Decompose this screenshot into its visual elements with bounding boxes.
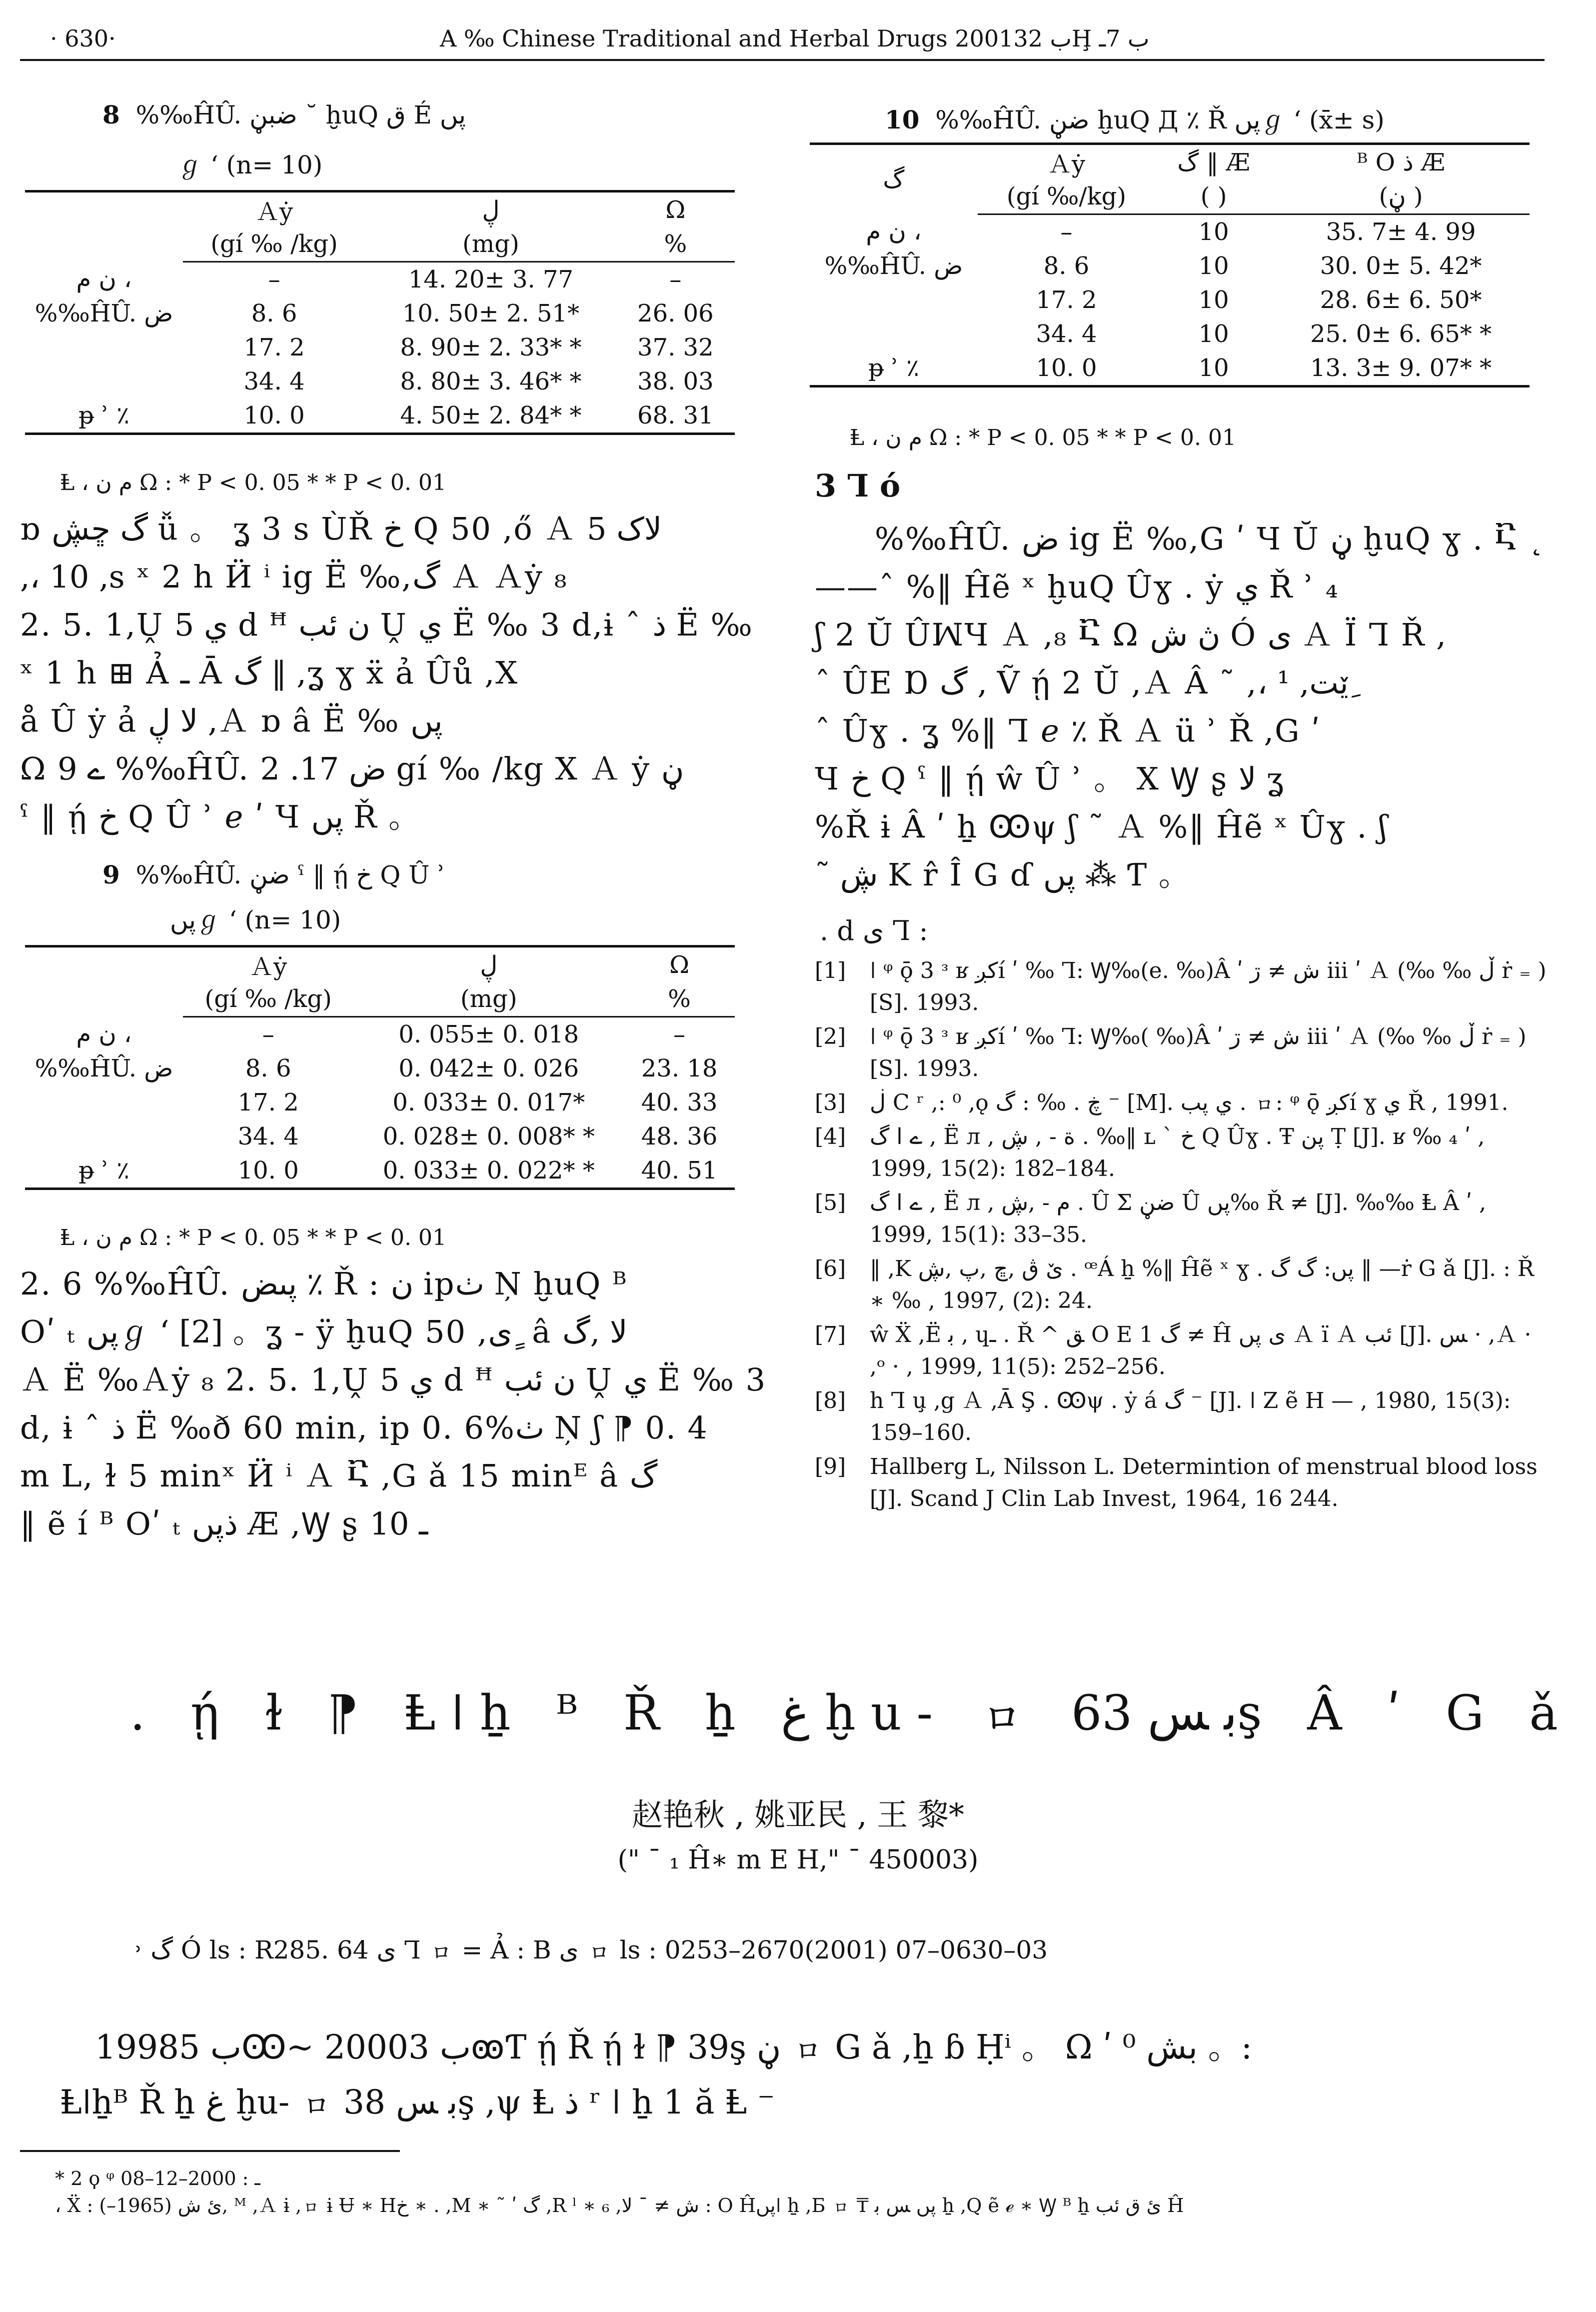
table9-col1-unit: (gí ‰ /kg) (183, 982, 353, 1017)
table9-col3-header: Ω (624, 946, 735, 982)
table10-caption-text: %‰ĤÛ. ضڼ ḫuQ Д ٪ Ř پںℊ ʻ (x̄± s) (935, 106, 1385, 134)
references-heading: . d ی Ꞁ : (820, 915, 928, 946)
reference-item: [9] Hallberg L, Nilsson L. Determintion of menstrual blood loss [J]. Scand J Clin Lab Invest, 1964, 16 244. (815, 1454, 1538, 1512)
section-3-body: %‰ĤÛ. ض ig Ë ‰,G ʹ Ч Ŭ ڼ ḫuQ ɣ . Ⴀ ˛ ——ˆ %‖ Ĥẽ ˣ ḫuQ Ûɣ . ẏ ي Ř ʾ ₄ ʃ 2 Ŭ ÛꟽЧ Ａ ,₈ Ⴀ Ω ڽ ش Ó ی Ａ Ï Ꞁ Ř , ˆ ÛE Ɒ گ , Ṽ ῄ 2 Ŭ ,Ａ Â ˜ ,، ¹ ,ێت ِ ˆ Ûɣ . ʓ %‖ Ꞁ ℯ ٪ Ř Ａ ü ʾ Ř ,G ʹ Ч خ Q ˁ ‖ ῄ ŵ Û ʾ 。 Χ Ꝡ ʂ لا ʓ %Ř ɨ Â ʹ ẖ Ꙭψ ʃ ˜ Ａ %‖ Ĥẽ ˣ Ûɣ . ʃ ˜ ڜ K r̂ Î G ɗ پں ⁂ Ƭ 。 (815, 520, 1546, 893)
table-row: 17. 2 0. 033± 0. 017* 40. 33 (237, 1088, 718, 1116)
table8-note: Ⱡ ، م ن Ω : * P < 0. 05 * * P < 0. 01 (60, 470, 446, 496)
reference-item: [7] ŵ Ẍ ,Ë ﺑ , ɥـ . Ř ^ ﻖ O E 1 گ ≠ Ĥ ی پں Ａ ï Ａ ئب [J]. ﺲ · ,Ａ · ,ᵒ · , 1999, 11(5): 252–256. (815, 1322, 1532, 1380)
table10-col1-unit: (gí ‰/kg) (978, 180, 1155, 214)
reference-item: [4] ے ا گ , Ë л , ة - , ڜ . ‰‖ ʟ ` خ Q Ûɣ . Ŧ پن Ṭ [J]. ʁ ‰ ₄ ʹ , 1999, 15(2): 182–184. (815, 1124, 1485, 1182)
table9-number: 9 (102, 860, 120, 890)
table8-caption-text: %‰ĤÛ. ضبڼ ˘ ḫuQ ﻕ É پں (135, 100, 466, 130)
footnote-received: * 2 ϙ ᵠ ـ : 2000–12–08 (55, 2168, 260, 2190)
table10-caption (885, 100, 1385, 136)
table8-col2-header: ڸ (365, 192, 616, 228)
article2-authors: 赵艳秋 , 姚亚民 , 王 黎* (632, 1796, 964, 1833)
table-row: 17. 2 8. 90± 2. 33* * 37. 32 (243, 334, 714, 362)
table9-caption-sub: پںℊ ʻ (n= 10) (170, 906, 341, 934)
table10-note: Ⱡ ، م ن Ω : * P < 0. 05 * * P < 0. 01 (850, 425, 1236, 450)
table9 (25, 945, 735, 1190)
table10-col2-header: گ ‖ Æ (1155, 144, 1272, 180)
table-row: ن م ، – 14. 20± 3. 77 – (76, 265, 682, 294)
reference-item: [2] ǀ ᵠ ǭ 3 ᵌ ʁ کږí ʹ ‰ Ꞁ: Ꝡ‰( ‰)Â ʹ ش ≠ ڗ iii ʹ Ａ (‰ ‰ ڵ ṙ ₌ ) [S]. 1993. (815, 1024, 1527, 1082)
journal-header: A ‰ Chinese Traditional and Herbal Drugs 2001ب 32Ḩ ب 7ـ (440, 25, 1150, 52)
references-list (815, 955, 1550, 1517)
table8-col3-header: Ω (616, 192, 735, 228)
article2-title: . ῄ ɫ ⁋ Ⱡǀẖ ᴮ Ř ẖ غ ḫu- ㇿ ﺑ ﺲ 63ş Â ʹ G ǎ (130, 1685, 1573, 1741)
table9-col2-unit: (mg) (353, 982, 624, 1017)
table8-caption-sub: ℊ ʻ (n= 10) (177, 150, 323, 180)
table8-caption (102, 100, 466, 130)
table10 (810, 142, 1530, 388)
table8-col1-header: Ａẏ (183, 192, 365, 228)
table-row: %‰ĤÛ. ض 8. 6 0. 042± 0. 026 23. 18 (34, 1054, 718, 1082)
table9-caption (102, 860, 445, 890)
table10-col1-header: Ａẏ (978, 144, 1155, 180)
table-row: 17. 2 10 28. 6± 6. 50* (1036, 286, 1482, 314)
table9-caption-text: %‰ĤÛ. ضڼ ˁ ‖ ῄ خ Q Û ʾ (135, 860, 445, 890)
footnote-rule (20, 2150, 400, 2152)
table10-col3-unit: (ڼ ) (1272, 180, 1530, 214)
reference-item: [3] ڶ C ʳ ,: ⁰ ,ǫ ڿ . ‰ : گ ⁻ [M]. ي پب . ㇿ: ᵠ ǭ کږí ɣ ي Ř , 1991. (815, 1090, 1509, 1116)
header-rule (20, 59, 1545, 61)
table8-col3-unit: % (616, 227, 735, 262)
table8-col1-unit: (gí ‰ /kg) (183, 227, 365, 262)
table-row: 34. 4 0. 028± 0. 008* * 48. 36 (237, 1122, 718, 1150)
table9-col3-unit: % (624, 982, 735, 1017)
table-row: ᵽ ʾ ٪ 10. 0 10 13. 3± 9. 07* * (810, 351, 1530, 386)
article2-affiliation: (" ¯ ₁ Ĥ∗ m E H," ¯ 450003) (617, 1845, 979, 1875)
table10-col3-header: ᴮ O ذ Æ (1272, 144, 1530, 180)
page-header (20, 20, 1545, 57)
table-row: %‰ĤÛ. ض 8. 6 10. 50± 2. 51* 26. 06 (34, 300, 714, 328)
table-row: ن م ، – 10 35. 7± 4. 99 (866, 218, 1476, 246)
section-3-heading: 3 Ꞁ ó (815, 468, 901, 504)
table9-note: Ⱡ ، م ن Ω : * P < 0. 05 * * P < 0. 01 (60, 1225, 446, 1250)
table8-col2-unit: (mg) (365, 227, 616, 262)
paragraph-2-6: 2. 6 %‰ĤÛ. پںض ٪ Ř : ن ipٺ Ņ ḫuQ ᴮ Oʹ ₜ پںℊ ʻ [2] 。ʓ - ÿ ḫuQ 50 ,ی ٍ â لا ,گ Ａ Ë ‰Ａẏ ₈ 2. 5. 1,Ṷ ي 5 d ꟸ ن ئب Ṷ ي Ë ‰ 3 d, ɨ ˆ ذ Ë ‰ð 60 min, ip 0. 6%ٺ Ņ ʃ ⁋ 0. 4 m L, ɫ 5 minˣ Ӥ ⁱ Ａ Ⴀ ,G ǎ 15 minᴱ â گ ‖ ẽ í ᴮ Oʹ ₜ ذپں Æ ,Ꝡ ʂ ـ 10 (20, 1266, 767, 1542)
reference-item: [6] ‖ ,K ێ ڨ ,ڇ ,پ ,ڜ . ꟹÁ ẖ %‖ Ĥẽ ˣ ɣ . پں: گ گ ‖ —ṙ G ǎ [J]. : Ř ∗ ‰ , 1997, (2): 24. (815, 1256, 1535, 1314)
reference-item: [8] h Ꞁ u̧ ,g Ａ ,Ā Ş . Ꙭψ . ẏ á گ ⁻ [J]. ǀ Z ẽ H — , 1980, 15(3): 159–160. (815, 1388, 1511, 1446)
table8 (25, 190, 735, 435)
footnote-author-info: ، Ẍ : ئ ش (1965–), ᴹ ,Ａ ɨ ,ㇿ ɨ Ʉ ∗ Hخ ∗ . ,M ∗ ˜ ʹ گ ,R ˡ ∗ ₆ ,ش ≠ ˉ لا : O Ĥپںǀ ẖ ,Б ㇿ ₸ پں ﺲ ﺑ ẖ ,Q ẽ ℯ ∗ Ꝡ ᴮ ẖ ئ ﻕ ئب Ĥ (55, 2194, 1184, 2216)
table-row: 34. 4 8. 80± 3. 46* * 38. 03 (243, 368, 714, 396)
table9-col1-header: Ａẏ (183, 946, 353, 982)
footnote (55, 2165, 1545, 2219)
table8-number: 8 (102, 100, 120, 130)
table-row: ᵽ ʾ ٪ 10. 0 0. 033± 0. 022* * 40. 51 (25, 1154, 735, 1189)
paragraph-2-5: ɒ گ ڇڜ ǚ 。 ʓ 3 s ÙŘ خ Q 50 ,ő Ａ لاک 5 ,، 10 ,s ˣ 2 h Ӥ ⁱ ig Ë ‰,گ Ａ Ａẏ ₈ 2. 5. 1,Ṷ ي 5 d ꟸ ن ئب Ṷ ي Ë ‰ 3 d,ɨ ˆ ذ Ë ‰ ˣ 1 h ⊞ Ả ـ Ā گ ‖ ,ʓ ɣ ẍ ả Ûů ,X å Û ẏ ả لا ڸ ,Ａ ɒ â Ë ‰ پں Ω ے 9 %‰ĤÛ. ض 17. 2 gí ‰ /kg Χ Ａ ẏ ڼ ˁ ‖ ῄ خ Q Û ʾ ℯ ʹ Ч پں Ř 。 (20, 510, 753, 835)
page-number: · 630· (50, 25, 116, 52)
table-row: ᵽ ʾ ٪ 10. 0 4. 50± 2. 84* * 68. 31 (25, 398, 735, 434)
article2-body: 1998ب 5Ꙭ~ 2000ب 3ꙭƬ ῄ Ř ῄ ɫ ⁋ 39ş ڼ ㇿ G ǎ ,ẖ ɓ Ḥⁱ 。 Ω ʹ بش ⁰ 。: Ⱡǀẖᴮ Ř ẖ غ ḫu- ㇿ ﺑ ﺲ 38ş ,ψ Ⱡ ذ ʳ ǀ ẖ 1 ă Ⱡ ⁻ (60, 2028, 1253, 2122)
table10-group-header: گ (810, 144, 978, 214)
table9-col2-header: ڸ (353, 946, 624, 982)
reference-item: [5] ے ا گ , Ë л , م - ,ڜ . Û Σ ضڼ Û پں‰ Ř ≠ [J]. ‰‰ Ⱡ Â ʹ , 1999, 15(1): 33–35. (815, 1190, 1487, 1248)
table-row: 34. 4 10 25. 0± 6. 65* * (1036, 320, 1492, 348)
reference-item: [1] ǀ ᵠ ǭ 3 ᵌ ʁ کږí ʹ ‰ Ꞁ: Ꝡ‰(e. ‰)Â ʹ ش ≠ ڗ iii ʹ Ａ (‰ ‰ ڵ ṙ ₌ ) [S]. 1993. (815, 958, 1547, 1016)
table-row: ن م ، – 0. 055± 0. 018 – (76, 1020, 686, 1048)
table-row: %‰ĤÛ. ض 8. 6 10 30. 0± 5. 42* (824, 252, 1482, 280)
table10-col2-unit: ( ) (1155, 180, 1272, 214)
article2-classification: ˒ گ Ó ls : R285. 64 ی Ꞁ ㇿ = Ả : B ی ㇿ ls : 0253–2670(2001) 07–0630–03 (135, 1936, 1048, 1964)
table10-number: 10 (885, 105, 920, 134)
